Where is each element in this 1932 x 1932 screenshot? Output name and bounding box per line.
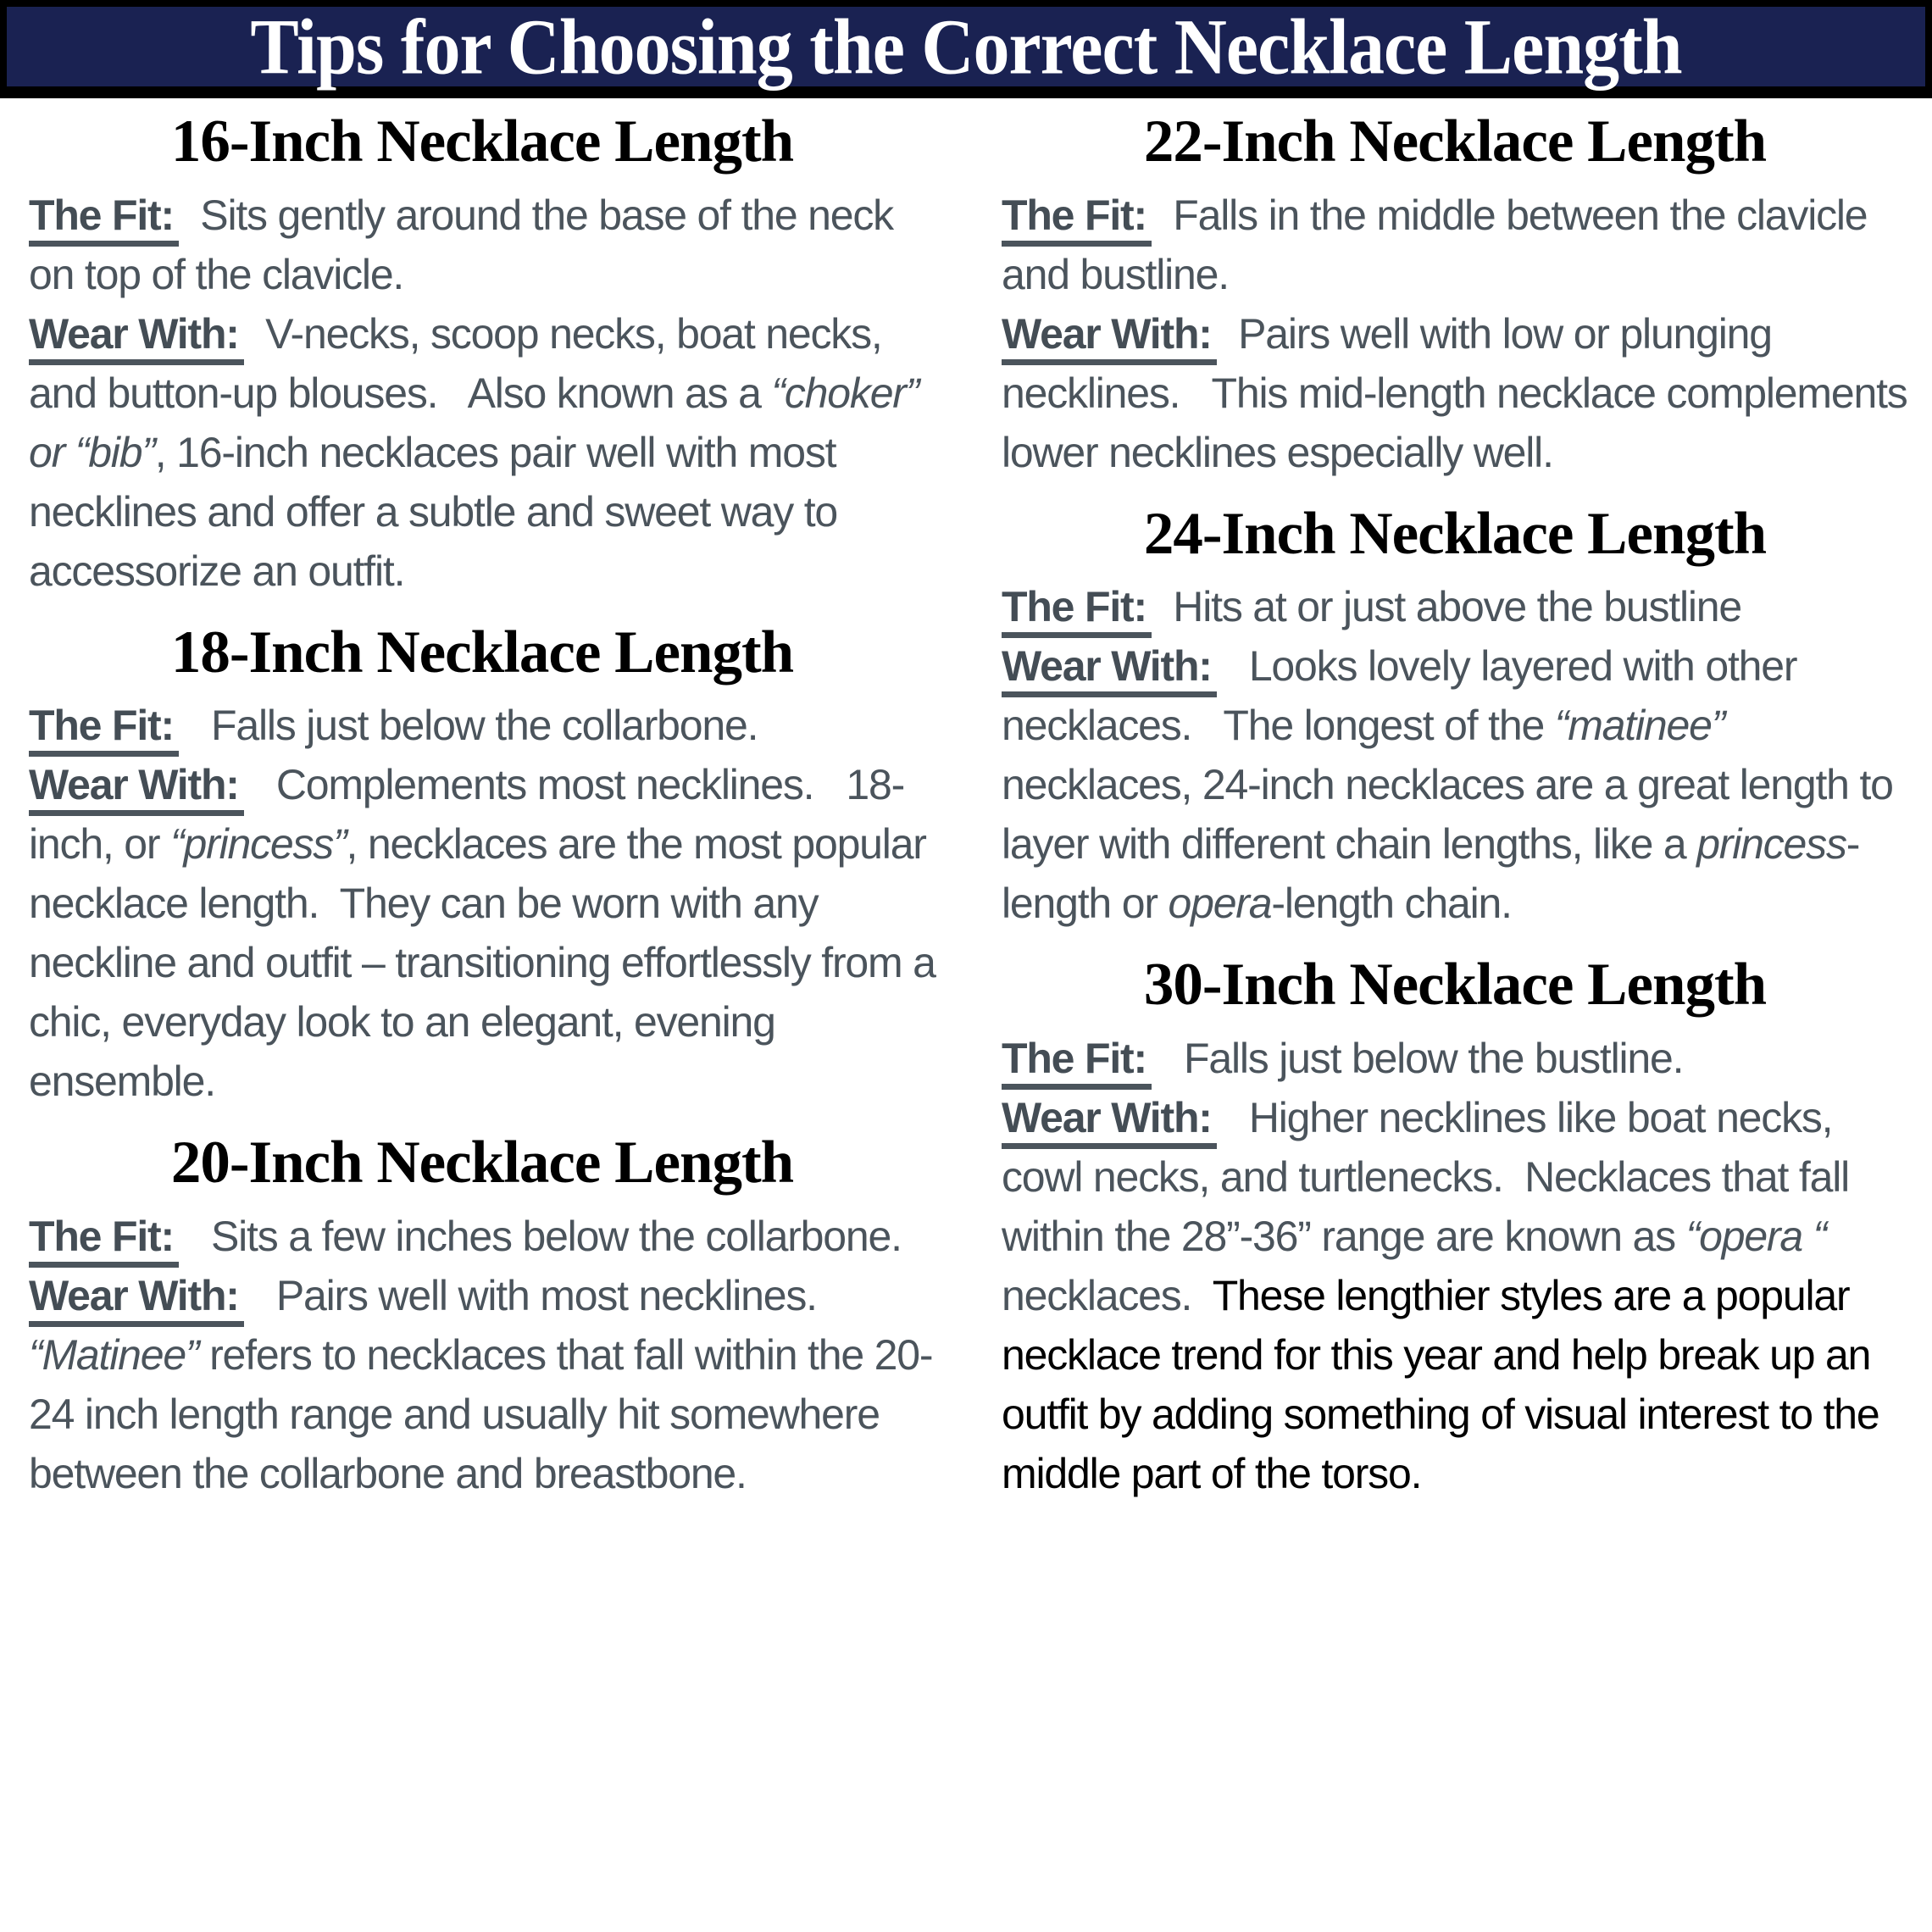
wear-text: Higher necklines like boat necks, cowl necks, and turtlenecks. Necklaces that fall within the 28”-36” range are known as “opera “ necklaces. These lengthier styles are a popular necklace trend for this year and help break up an outfit by adding something of visual interest to the middle part of the torso. xyxy=(1002,1093,1890,1497)
fit-text: Falls in the middle between the clavicle and bustline. xyxy=(1002,191,1879,298)
section-20-inch xyxy=(29,1131,935,1503)
section-24-inch xyxy=(1002,502,1908,934)
wear-label: Wear With: xyxy=(29,1272,244,1327)
fit-label: The Fit: xyxy=(1002,192,1152,247)
wear-paragraph xyxy=(1002,636,1908,933)
left-column xyxy=(29,102,947,1503)
wear-text: Pairs well with low or plunging necklines. This mid-length necklace complements lower necklines especially well. xyxy=(1002,309,1918,476)
section-heading: 20-Inch Necklace Length xyxy=(170,1130,794,1196)
page-title: Tips for Choosing the Correct Necklace Length xyxy=(250,3,1682,91)
fit-label: The Fit: xyxy=(29,1213,179,1268)
wear-label: Wear With: xyxy=(1002,1094,1217,1149)
wear-label: Wear With: xyxy=(29,761,244,816)
fit-paragraph xyxy=(1002,1029,1908,1088)
section-22-inch xyxy=(1002,108,1918,482)
section-heading: 22-Inch Necklace Length xyxy=(1143,108,1767,175)
fit-text: Sits gently around the base of the neck on top of the clavicle. xyxy=(29,191,904,298)
fit-text: Sits a few inches below the collarbone. xyxy=(178,1212,902,1260)
content-columns xyxy=(0,98,1932,1503)
fit-paragraph xyxy=(1002,186,1908,304)
section-heading: 18-Inch Necklace Length xyxy=(170,619,794,686)
section-heading: 24-Inch Necklace Length xyxy=(1143,500,1767,567)
fit-text: Falls just below the collarbone. xyxy=(178,702,758,750)
wear-label: Wear With: xyxy=(29,310,244,365)
header-bar xyxy=(0,0,1932,98)
fit-label: The Fit: xyxy=(29,702,179,757)
wear-label: Wear With: xyxy=(1002,310,1217,365)
section-heading: 30-Inch Necklace Length xyxy=(1143,952,1767,1019)
wear-paragraph xyxy=(1002,304,1918,482)
fit-paragraph xyxy=(29,1207,935,1266)
wear-label: Wear With: xyxy=(1002,642,1217,697)
wear-text: V-necks, scoop necks, boat necks, and button-up blouses. Also known as a “choker” or “bib”, 16-inch necklaces pair well with most necklines and offer a subtle and sweet way to accessorize an outfit. xyxy=(29,309,930,595)
wear-text: Complements most necklines. 18-inch, or “princess”, necklaces are the most popular necklace length. They can be worn with any neckline and outfit – transitioning effortlessly from a chic, everyday look to an elegant, evening ensemble. xyxy=(29,761,947,1106)
right-column xyxy=(1002,102,1918,1503)
wear-paragraph xyxy=(29,304,935,601)
fit-paragraph xyxy=(1002,577,1908,636)
fit-text: Falls just below the bustline. xyxy=(1151,1034,1684,1082)
wear-paragraph xyxy=(29,755,947,1111)
section-16-inch xyxy=(29,110,935,601)
fit-label: The Fit: xyxy=(29,192,179,247)
section-heading: 16-Inch Necklace Length xyxy=(170,108,794,175)
wear-paragraph xyxy=(1002,1088,1908,1503)
fit-paragraph xyxy=(29,186,935,304)
wear-text: Pairs well with most necklines. “Matinee” refers to necklaces that fall within the 20-24 inch length range and usually hit somewhere between the collarbone and breastbone. xyxy=(29,1271,933,1497)
fit-label: The Fit: xyxy=(1002,1035,1152,1090)
fit-paragraph xyxy=(29,696,935,755)
fit-text: Hits at or just above the bustline xyxy=(1151,583,1742,631)
wear-text: Looks lovely layered with other necklaces. The longest of the “matinee” necklaces, 24-inch necklaces are a great length to layer with different chain lengths, like a princess-length or opera-length chain. xyxy=(1002,642,1904,928)
wear-paragraph xyxy=(29,1266,935,1503)
fit-label: The Fit: xyxy=(1002,583,1152,638)
section-18-inch xyxy=(29,619,947,1112)
section-30-inch xyxy=(1002,953,1908,1503)
